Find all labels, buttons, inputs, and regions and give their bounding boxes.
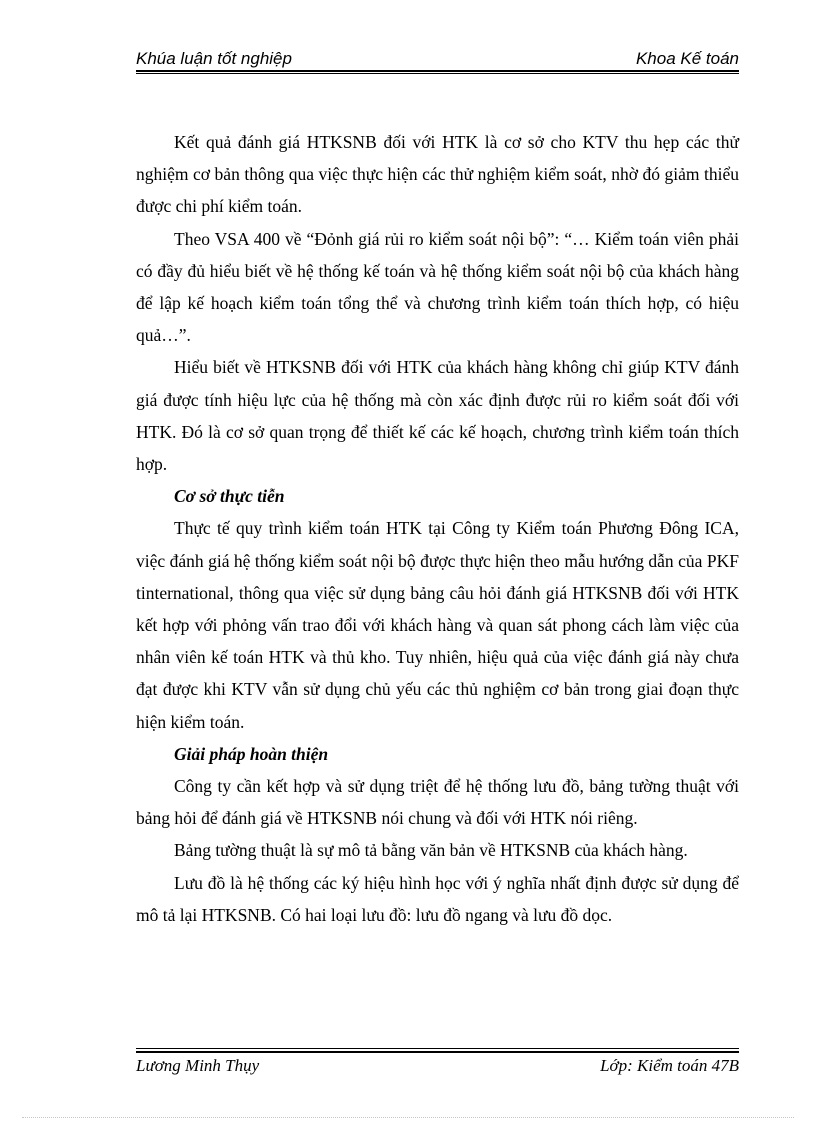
footer-author: Lương Minh Thụy — [136, 1056, 260, 1075]
document-body — [136, 126, 739, 931]
paragraph: Theo VSA 400 về “Đỏnh giá rủi ro kiểm soát nội bộ”: “… Kiểm toán viên phải có đầy đủ hiểu biết về hệ thống kế toán và hệ thống kiểm soát nội bộ của khách hàng để lập kế hoạch kiểm toán tổng thể và chương trình kiểm toán thích hợp, có hiệu quả…”. — [136, 228, 739, 346]
section-heading-solution: Giải pháp hoàn thiện — [174, 743, 329, 764]
footer-rule — [136, 1051, 739, 1053]
header-rule — [136, 70, 739, 72]
paragraph: Hiểu biết về HTKSNB đối với HTK của khách hàng không chỉ giúp KTV đánh giá được tính hiệu lực của hệ thống mà còn xác định được rủi ro kiểm soát đối với HTK. Đó là cơ sở quan trọng để thiết kế các kế hoạch, chương trình kiểm toán thích hợp. — [136, 357, 739, 475]
page-header — [136, 48, 739, 70]
paragraph: Kết quả đánh giá HTKSNB đối với HTK là cơ sở cho KTV thu hẹp các thử nghiệm cơ bản thông qua việc thực hiện các thử nghiệm kiểm soát, nhờ đó giảm thiểu được chi phí kiểm toán. — [136, 132, 739, 217]
header-rule-thin — [136, 73, 739, 74]
paragraph: Công ty cần kết hợp và sử dụng triệt để hệ thống lưu đồ, bảng tường thuật với bảng hỏi để đánh giá về HTKSNB nói chung và đối với HTK nói riêng. — [136, 776, 739, 829]
section-heading-practical-basis: Cơ sở thực tiễn — [174, 486, 285, 507]
footer-class: Lớp: Kiểm toán 47B — [600, 1056, 739, 1075]
footer-rule-thin — [136, 1048, 739, 1049]
paragraph: Thực tế quy trình kiểm toán HTK tại Công ty Kiểm toán Phương Đông ICA, việc đánh giá hệ thống kiểm soát nội bộ được thực hiện theo mẫu hướng dẫn của PKF tinternational, thông qua việc sử dụng bảng câu hỏi đánh giá HTKSNB đối với HTK kết hợp với phỏng vấn trao đổi với khách hàng và quan sát phong cách làm việc của nhân viên kế toán HTK và thủ kho. Tuy nhiên, hiệu quả của việc đánh giá này chưa đạt được khi KTV vẫn sử dụng chủ yếu các thủ nghiệm cơ bản trong giai đoạn thực hiện kiểm toán. — [136, 518, 739, 732]
page-footer — [136, 1055, 739, 1077]
paragraph: Bảng tường thuật là sự mô tả bằng văn bản về HTKSNB của khách hàng. — [174, 840, 688, 861]
header-faculty: Khoa Kế toán — [635, 49, 739, 68]
paragraph: Lưu đồ là hệ thống các ký hiệu hình học với ý nghĩa nhất định được sử dụng để mô tả lại HTKSNB. Có hai loại lưu đồ: lưu đồ ngang và lưu đồ dọc. — [136, 872, 739, 925]
page-bottom-dotted-line — [22, 1117, 794, 1118]
header-thesis-title: Khúa luận tốt nghiệp — [136, 49, 292, 68]
